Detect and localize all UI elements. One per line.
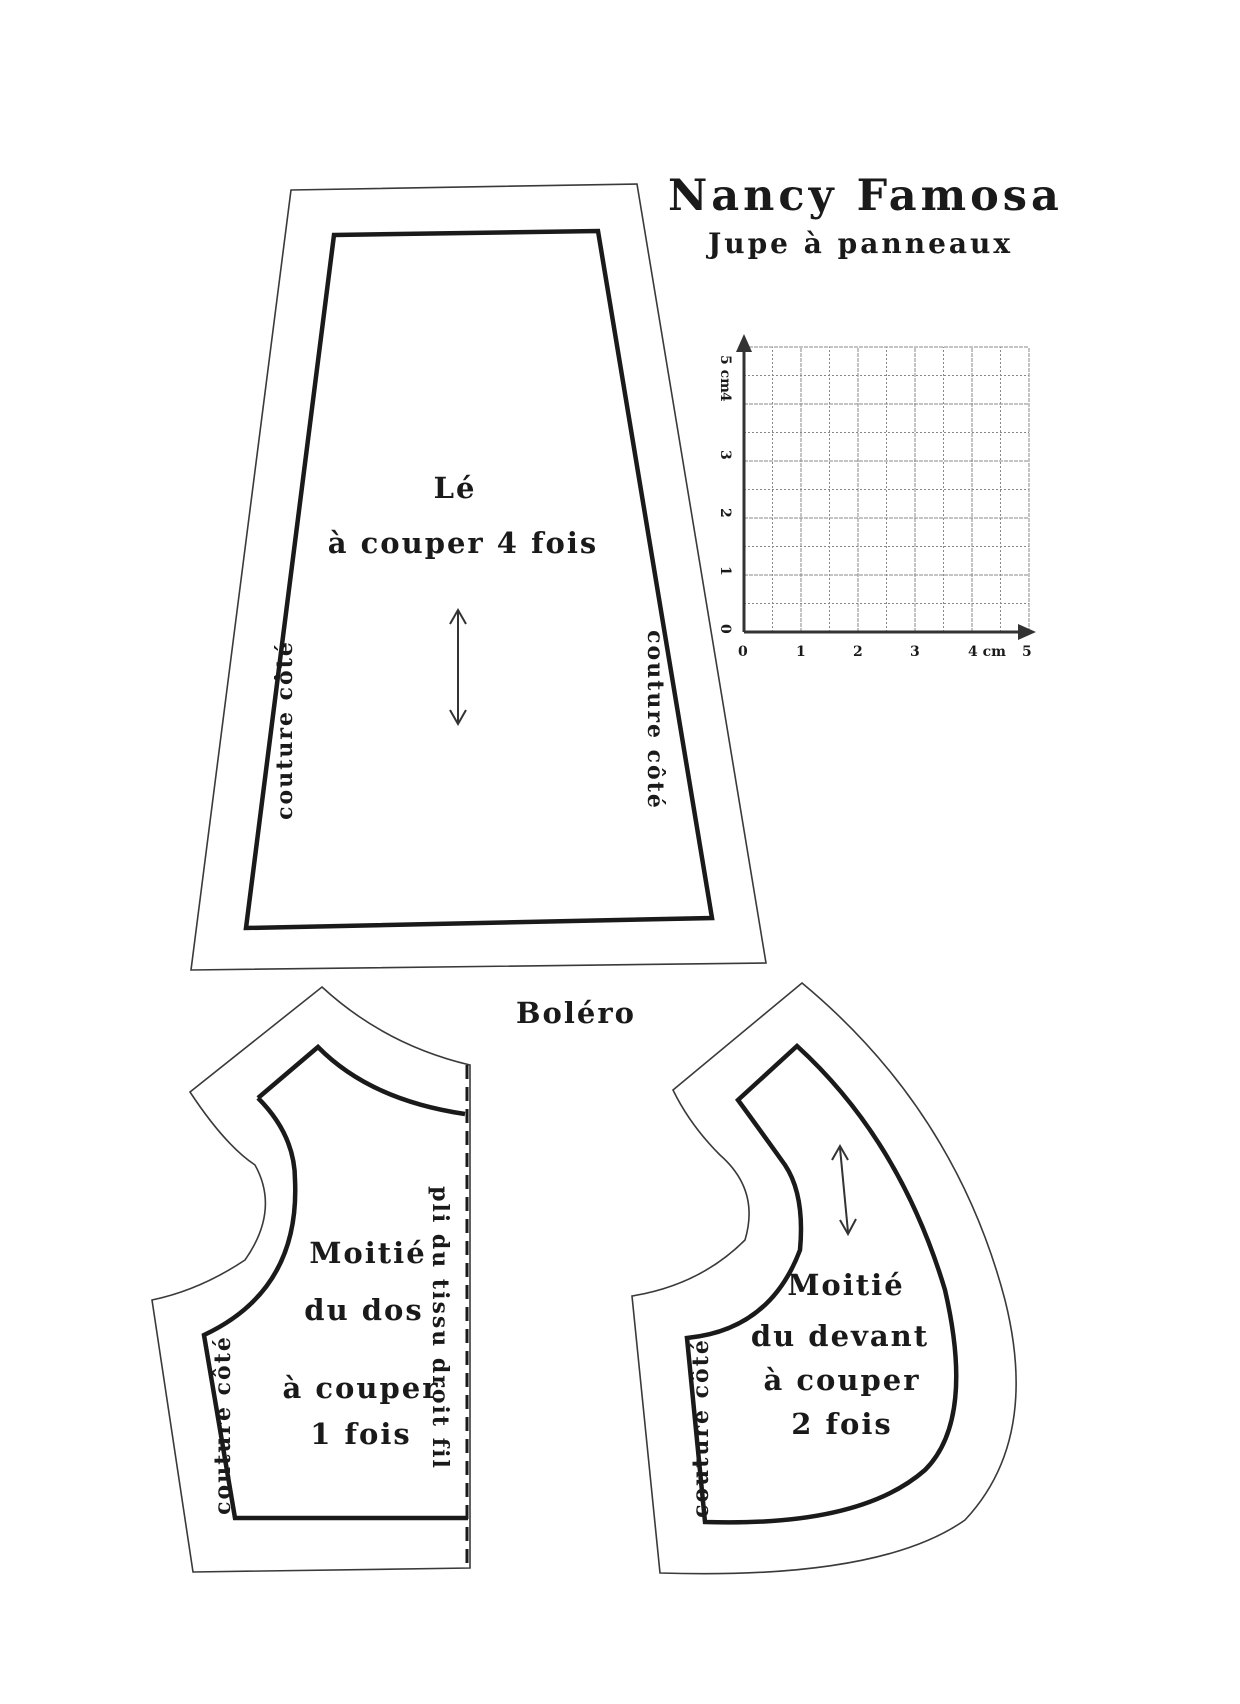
skirt-cut-instruction: à couper 4 fois — [327, 526, 599, 560]
grid-y-tick: 3 — [717, 450, 733, 460]
scale-grid — [717, 334, 1036, 660]
grid-x-tick: 3 — [910, 644, 920, 660]
skirt-cut-line — [246, 231, 712, 928]
bolero-back-piece — [152, 987, 470, 1572]
grid-y-unit-label: 5 cm — [717, 355, 733, 393]
bolero-front-line1: Moitié — [787, 1268, 905, 1302]
grid-x-arrow-icon — [1018, 624, 1036, 640]
grid-y-tick: 2 — [717, 508, 733, 518]
bolero-front-grainline-arrow-icon — [832, 1146, 856, 1234]
bolero-front-line3: à couper — [763, 1363, 921, 1397]
bolero-back-line4: 1 fois — [310, 1417, 412, 1451]
bolero-section-title: Boléro — [516, 996, 636, 1030]
grid-x-tick: 0 — [738, 644, 748, 660]
grid-y-tick: 0 — [717, 624, 733, 634]
bolero-back-line1: Moitié — [309, 1236, 427, 1270]
grid-x-tick: 4 cm — [968, 644, 1006, 660]
grid-x-tick: 2 — [853, 644, 863, 660]
bolero-front-side-seam-label: couture côté — [688, 1338, 714, 1518]
bolero-front-line4: 2 fois — [791, 1407, 893, 1441]
scale-grid-lines — [744, 347, 1029, 632]
pattern-title: Nancy Famosa — [668, 171, 1063, 221]
bolero-back-fold-label: pli du tissu droit fil — [427, 1186, 453, 1470]
pattern-subtitle: Jupe à panneaux — [708, 227, 1014, 260]
bolero-back-line3: à couper — [282, 1371, 440, 1405]
skirt-left-seam-label: couture côté — [272, 640, 298, 820]
grid-y-tick: 1 — [717, 566, 733, 576]
skirt-piece-name: Lé — [433, 471, 477, 505]
skirt-grainline-arrow-icon — [450, 610, 466, 724]
bolero-back-side-seam-label: couture côté — [210, 1335, 236, 1515]
grid-y-arrow-icon — [736, 334, 752, 352]
bolero-front-line2: du devant — [750, 1319, 930, 1353]
bolero-back-line2: du dos — [304, 1293, 424, 1327]
skirt-right-seam-label: couture côté — [642, 630, 668, 810]
bolero-back-seam-allowance-outline — [152, 987, 470, 1572]
grid-x-tick: 1 — [796, 644, 806, 660]
grid-y-tick: 4 — [717, 392, 733, 402]
grid-x-tick: 5 — [1022, 644, 1032, 660]
skirt-seam-allowance-outline — [191, 184, 766, 970]
bolero-front-piece — [632, 983, 1016, 1574]
skirt-panel — [191, 184, 766, 970]
